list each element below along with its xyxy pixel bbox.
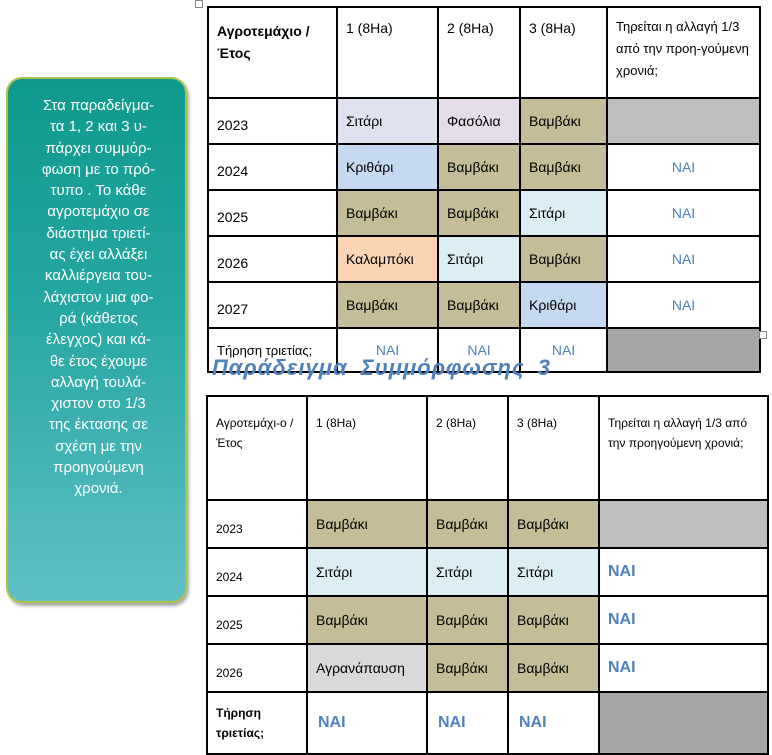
check-cell: ΝΑΙ [607,282,760,328]
crop-cell: Κριθάρι [520,282,607,328]
check-cell: ΝΑΙ [607,236,760,282]
header-plot-3: 3 (8Ha) [508,396,599,500]
crop-cell: Σιτάρι [307,548,427,596]
footer-empty-cell [607,328,760,372]
table-row [207,500,768,548]
table-footer-row [207,692,768,754]
year-cell: 2023 [207,500,307,548]
footer-value: ΝΑΙ [427,692,508,754]
year-cell: 2024 [208,144,337,190]
table-row [207,548,768,596]
example-table-2 [207,6,761,373]
explanation-callout [6,77,187,603]
year-cell: 2025 [207,596,307,644]
crop-cell: Βαμβάκι [427,644,508,692]
crop-cell: Βαμβάκι [520,144,607,190]
footer-value: ΝΑΙ [337,328,438,372]
header-check: Τηρείται η αλλαγή 1/3 από την προηγούμενη χρονιά; [599,396,768,500]
header-plot-year: Αγροτεμάχιο / Έτος [208,7,337,98]
table-row [208,190,760,236]
table-row [208,282,760,328]
header-check: Τηρείται η αλλαγή 1/3 από την προη-γούμενη χρονιά; [607,7,760,98]
table-row [208,236,760,282]
footer-value: ΝΑΙ [520,328,607,372]
crop-cell: Βαμβάκι [427,500,508,548]
example-title: Παράδειγμα Συμμόρφωσης 3 [212,355,551,380]
year-cell: 2024 [207,548,307,596]
check-cell: ΝΑΙ [599,596,768,644]
crop-cell: Σιτάρι [438,236,520,282]
check-cell: ΝΑΙ [607,190,760,236]
crop-cell: Βαμβάκι [337,190,438,236]
crop-cell: Βαμβάκι [520,236,607,282]
table-header-row [207,396,768,500]
crop-cell: Βαμβάκι [307,500,427,548]
crop-cell: Βαμβάκι [438,282,520,328]
year-cell: 2025 [208,190,337,236]
crop-cell: Κριθάρι [337,144,438,190]
crop-cell: Βαμβάκι [508,500,599,548]
header-plot-3: 3 (8Ha) [520,7,607,98]
table-row [207,644,768,692]
header-plot-year: Αγροτεμάχι-ο / Έτος [207,396,307,500]
table-move-handle[interactable] [195,0,203,8]
year-cell: 2023 [208,98,337,144]
table-resize-handle[interactable] [759,331,767,339]
crop-cell: Σιτάρι [508,548,599,596]
header-plot-2: 2 (8Ha) [427,396,508,500]
crop-cell: Βαμβάκι [438,144,520,190]
year-cell: 2027 [208,282,337,328]
check-cell: ΝΑΙ [599,644,768,692]
table-header-row [208,7,760,98]
footer-label: Τήρηση τριετίας; [208,328,337,372]
crop-cell: Βαμβάκι [520,98,607,144]
crop-cell: Καλαμπόκι [337,236,438,282]
crop-cell: Βαμβάκι [337,282,438,328]
check-cell [599,500,768,548]
crop-cell: Φασόλια [438,98,520,144]
footer-value: ΝΑΙ [438,328,520,372]
header-plot-1: 1 (8Ha) [307,396,427,500]
footer-empty-cell [599,692,768,754]
header-plot-1: 1 (8Ha) [337,7,438,98]
table-row [208,98,760,144]
crop-cell: Σιτάρι [520,190,607,236]
callout-text: Στα παραδείγμα- τα 1, 2 και 3 υ- πάρχει συμμόρ- φωση με το πρό- τυπο . Το κάθε αγροτεμάχιο σε διάστημα τριετί- ας έχει αλλάξει καλλιέργεια του- λάχιστον μια φο- ρά (κάθετος έλεγχος) και κά- θε έτος έχουμε αλλαγή τουλά- χιστον στο 1/3 της έκτασης σε σχέση με την προηγούμενη χρονιά. [41,97,156,498]
check-cell: ΝΑΙ [607,144,760,190]
footer-value: ΝΑΙ [508,692,599,754]
footer-value: ΝΑΙ [307,692,427,754]
crop-cell: Αγρανάπαυση [307,644,427,692]
crop-cell: Βαμβάκι [307,596,427,644]
crop-cell: Σιτάρι [337,98,438,144]
footer-label: Τήρηση τριετίας; [207,692,307,754]
check-cell: ΝΑΙ [599,548,768,596]
crop-cell: Βαμβάκι [438,190,520,236]
crop-cell: Σιτάρι [427,548,508,596]
check-cell [607,98,760,144]
crop-cell: Βαμβάκι [508,644,599,692]
year-cell: 2026 [208,236,337,282]
crop-cell: Βαμβάκι [508,596,599,644]
year-cell: 2026 [207,644,307,692]
header-plot-2: 2 (8Ha) [438,7,520,98]
table-row [207,596,768,644]
table-row [208,144,760,190]
example-table-3 [206,395,769,755]
crop-cell: Βαμβάκι [427,596,508,644]
